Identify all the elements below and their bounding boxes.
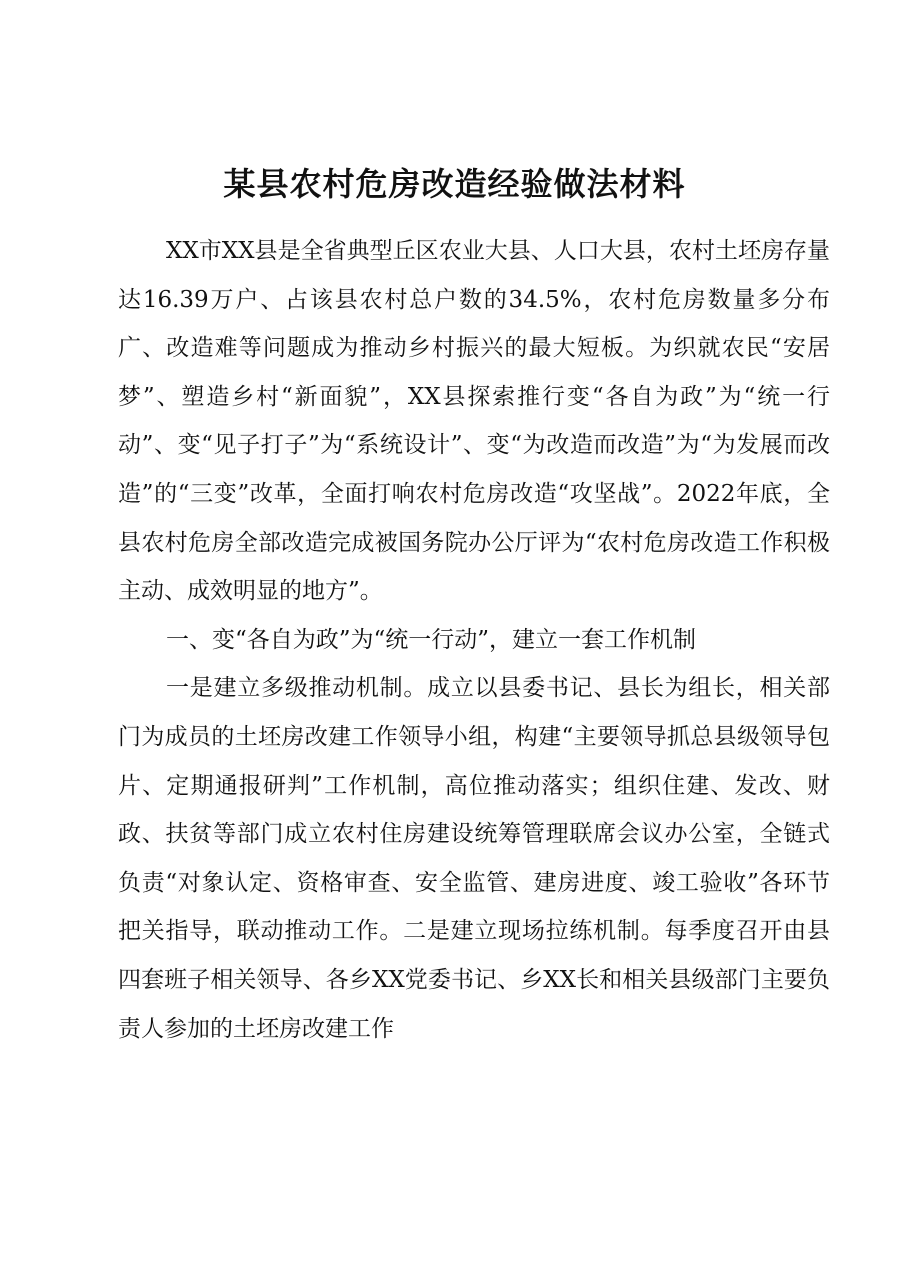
mechanism-paragraph: 一是建立多级推动机制。成立以县委书记、县长为组长，相关部门为成员的土坯房改建工作领导小组，构建“主要领导抓总县级领导包片、定期通报研判”工作机制，高位推动落实；组织住建、发改、财政、扶贫等部门成立农村住房建设统筹管理联席会议办公室，全链式负责“对象认定、资格审查、安全监管、建房进度、竣工验收”各环节把关指导，联动推动工作。二是建立现场拉练机制。每季度召开由县四套班子相关领导、各乡XX党委书记、乡XX长和相关县级部门主要负责人参加的土坯房改建工作 [118,675,830,1042]
document-title: 某县农村危房改造经验做法材料 [223,165,686,203]
section-heading: 一、变“各自为政”为“统一行动”，建立一套工作机制 [166,626,697,653]
document-body [118,227,830,1053]
intro-paragraph: XX市XX县是全省典型丘区农业大县、人口大县，农村土坯房存量达16.39万户、占该县农村总户数的34.5%，农村危房数量多分布广、改造难等问题成为推动乡村振兴的最大短板。为织就农民“安居梦”、塑造乡村“新面貌”，XX县探索推行变“各自为政”为“统一行动”、变“见子打子”为“系统设计”、变“为改造而改造”为“为发展而改造”的“三变”改革，全面打响农村危房改造“攻坚战”。2022年底，全县农村危房全部改造完成被国务院办公厅评为“农村危房改造工作积极主动、成效明显的地方”。 [118,238,830,605]
